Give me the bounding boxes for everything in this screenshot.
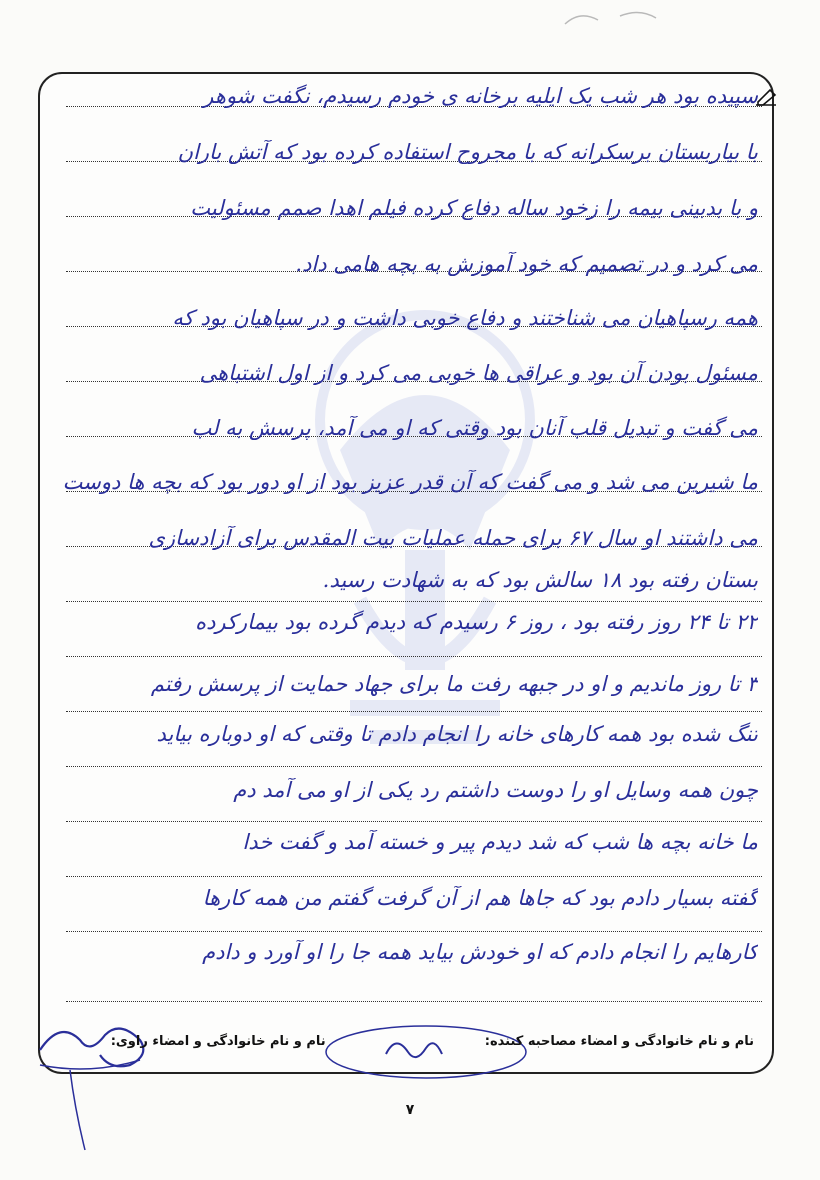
narrator-signature (30, 1010, 160, 1160)
handwritten-line: با بیاربستان برسکرانه که با مجروح استفاده کرده بود که آتش باران (177, 140, 758, 164)
handwritten-line: و با بدبینی بیمه را زخود ساله دفاع کرده فیلم اهدا صمم مسئولیت (190, 196, 758, 220)
handwritten-line: سپیده بود هر شب یک ایلیه برخانه ی خودم رسیدم، نگفت شوهر (203, 84, 758, 108)
ruled-line (66, 601, 762, 602)
handwritten-line: گفته بسیار دادم بود که جاها هم از آن گرفت گفتم من همه کارها (202, 886, 758, 910)
handwritten-line: کارهایم را انجام دادم که او خودش بیاید همه جا را او آورد و دادم (202, 940, 758, 964)
handwritten-line: چون همه وسایل او را دوست داشتم رد یکی از او می آمد دم (233, 778, 758, 802)
margin-scribble (560, 6, 680, 32)
page-number: ۷ (405, 1102, 415, 1118)
handwritten-line: مسئول بودن آن بود و عراقی ها خوبی می کرد و از اول اشتباهی (199, 361, 758, 385)
handwritten-line: تنگ شده بود همه کارهای خانه را انجام دادم تا وقتی که او دوباره بیاید (156, 722, 758, 746)
handwritten-line: می داشتند او سال ۶۷ برای حمله عملیات بیت المقدس برای آزادسازی (148, 526, 758, 550)
interviewer-label: نام و نام خانوادگی و امضاء مصاحبه کننده: (484, 1034, 754, 1049)
handwritten-line: بستان رفته بود ۱۸ سالش بود که به شهادت رسید. (322, 568, 758, 592)
handwritten-line: ما شیرین می شد و می گفت که آن قدر عزیز بود از او دور بود که بچه ها دوست (62, 470, 758, 494)
interviewer-signature (316, 1014, 556, 1084)
handwritten-line: همه رسپاهیان می شناختند و دفاع خوبی داشت و در سپاهیان بود که (172, 306, 758, 330)
ruled-line (66, 656, 762, 657)
handwritten-line: ۲۲ تا ۲۴ روز رفته بود ، روز ۶ رسیدم که دیدم گرده بود بیمارکرده (195, 610, 758, 634)
ruled-line (66, 931, 762, 932)
handwritten-line: ما خانه بچه ها شب که شد دیدم پیر و خسته آمد و گفت خدا (242, 830, 758, 854)
narrator-label: نام و نام خانوادگی و امضاء راوی: (110, 1034, 326, 1049)
ruled-line (66, 711, 762, 712)
ruled-line (66, 1001, 762, 1002)
ruled-line (66, 821, 762, 822)
signature-labels (111, 1034, 754, 1049)
handwritten-line: ۳ تا روز ماندیم و او در جبهه رفت ما برای جهاد حمایت از پرسش رفتم (150, 672, 758, 696)
pen-icon (756, 88, 778, 106)
handwritten-line: می گفت و تبدیل قلب آنان بود وقتی که او می آمد، پرسش به لب (191, 416, 758, 440)
ruled-line (66, 876, 762, 877)
handwritten-line: می کرد و در تصمیم که خود آموزش به بچه هامی داد. (295, 252, 758, 276)
ruled-line (66, 766, 762, 767)
